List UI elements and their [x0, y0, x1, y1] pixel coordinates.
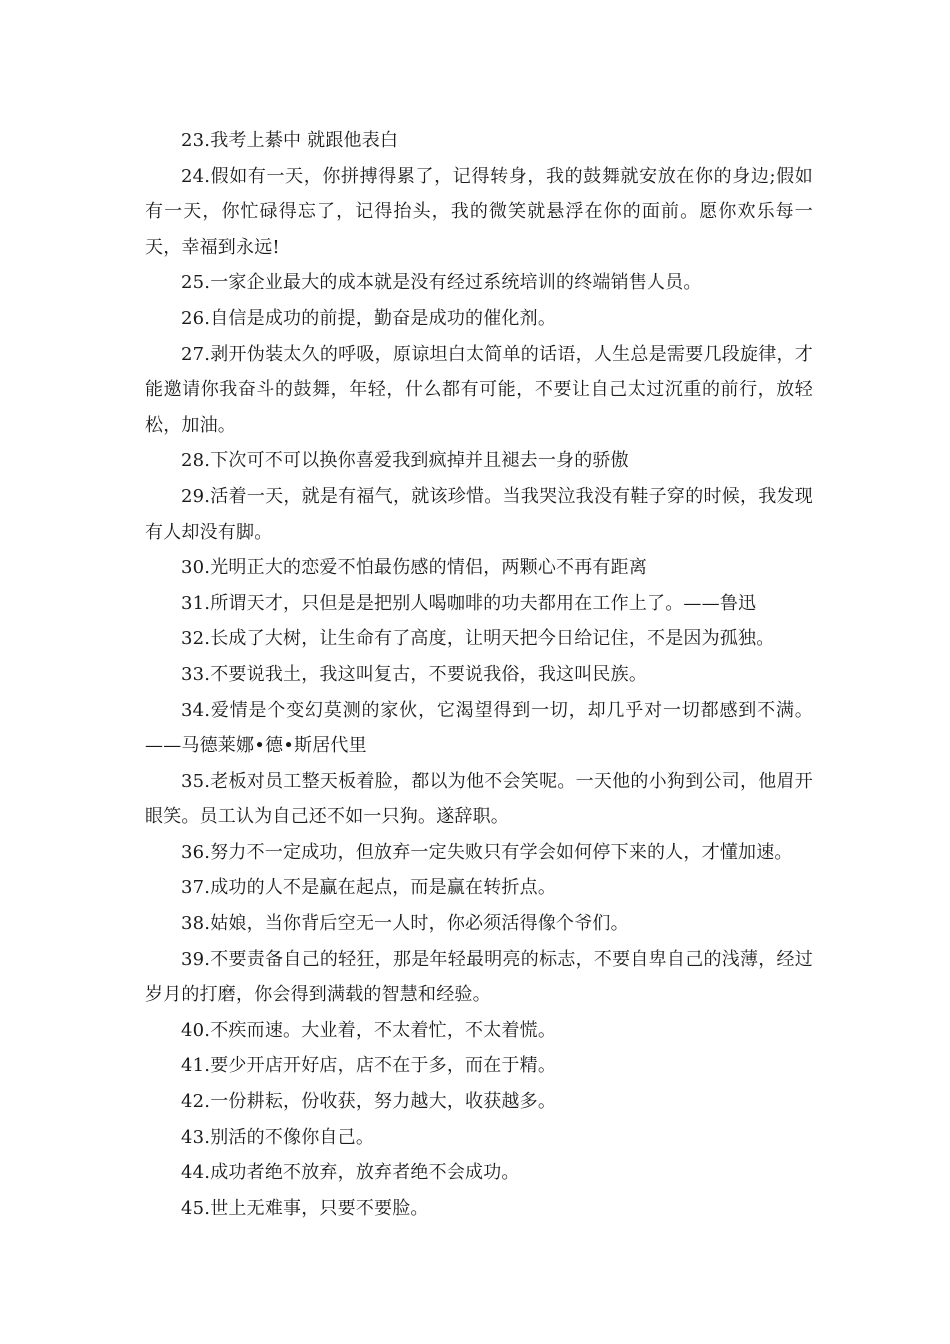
- document-body: [145, 123, 813, 1226]
- paragraph-27: 27.剥开伪装太久的呼吸，原谅坦白太简单的话语，人生总是需要几段旋律，才能邀请你我奋斗的鼓舞，年轻，什么都有可能，不要让自己太过沉重的前行，放轻松，加油。: [145, 343, 813, 436]
- paragraph-40: 40.不疾而速。大业着，不太着忙，不太着慌。: [181, 1019, 557, 1041]
- paragraph-25: 25.一家企业最大的成本就是没有经过系统培训的终端销售人员。: [181, 272, 702, 294]
- paragraph-35: 35.老板对员工整天板着脸，都以为他不会笑呢。一天他的小狗到公司，他眉开眼笑。员工认为自己还不如一只狗。遂辞职。: [145, 770, 813, 828]
- paragraph-23: 23.我考上綦中 就跟他表白: [181, 130, 399, 151]
- paragraph-41: 41.要少开店开好店，店不在于多，而在于精。: [181, 1055, 557, 1077]
- paragraph-24: 24.假如有一天，你拼搏得累了，记得转身，我的鼓舞就安放在你的身边;假如有一天，你忙碌得忘了，记得抬头，我的微笑就悬浮在你的面前。愿你欢乐每一天，幸福到永远!: [145, 165, 813, 258]
- paragraph-26: 26.自信是成功的前提，勤奋是成功的催化剂。: [181, 307, 557, 329]
- paragraph-38: 38.姑娘，当你背后空无一人时，你必须活得像个爷们。: [181, 913, 629, 935]
- paragraph-28: 28.下次可不可以换你喜爱我到疯掉并且褪去一身的骄傲: [181, 450, 629, 472]
- paragraph-29: 29.活着一天，就是有福气，就该珍惜。当我哭泣我没有鞋子穿的时候，我发现有人却没有脚。: [145, 485, 813, 543]
- paragraph-37: 37.成功的人不是赢在起点，而是赢在转折点。: [181, 877, 557, 899]
- paragraph-39: 39.不要责备自己的轻狂，那是年轻最明亮的标志，不要自卑自己的浅薄，经过岁月的打磨，你会得到满载的智慧和经验。: [145, 948, 813, 1006]
- paragraph-32: 32.长成了大树，让生命有了高度，让明天把今日给记住，不是因为孤独。: [181, 628, 775, 650]
- paragraph-33: 33.不要说我土，我这叫复古，不要说我俗，我这叫民族。: [181, 663, 648, 685]
- paragraph-43: 43.别活的不像你自己。: [181, 1126, 375, 1148]
- paragraph-30: 30.光明正大的恋爱不怕最伤感的情侣，两颗心不再有距离: [181, 557, 648, 579]
- paragraph-34: 34.爱情是个变幻莫测的家伙，它渴望得到一切，却几乎对一切都感到不满。——马德莱娜•德•斯居代里: [145, 699, 813, 757]
- paragraph-31: 31.所谓天才，只但是是把别人喝咖啡的功夫都用在工作上了。——鲁迅: [181, 592, 757, 614]
- paragraph-45: 45.世上无难事，只要不要脸。: [181, 1197, 429, 1219]
- paragraph-42: 42.一份耕耘，份收获，努力越大，收获越多。: [181, 1091, 557, 1113]
- paragraph-36: 36.努力不一定成功，但放弃一定失败只有学会如何停下来的人，才懂加速。: [181, 841, 793, 863]
- paragraph-44: 44.成功者绝不放弃，放弃者绝不会成功。: [181, 1162, 520, 1184]
